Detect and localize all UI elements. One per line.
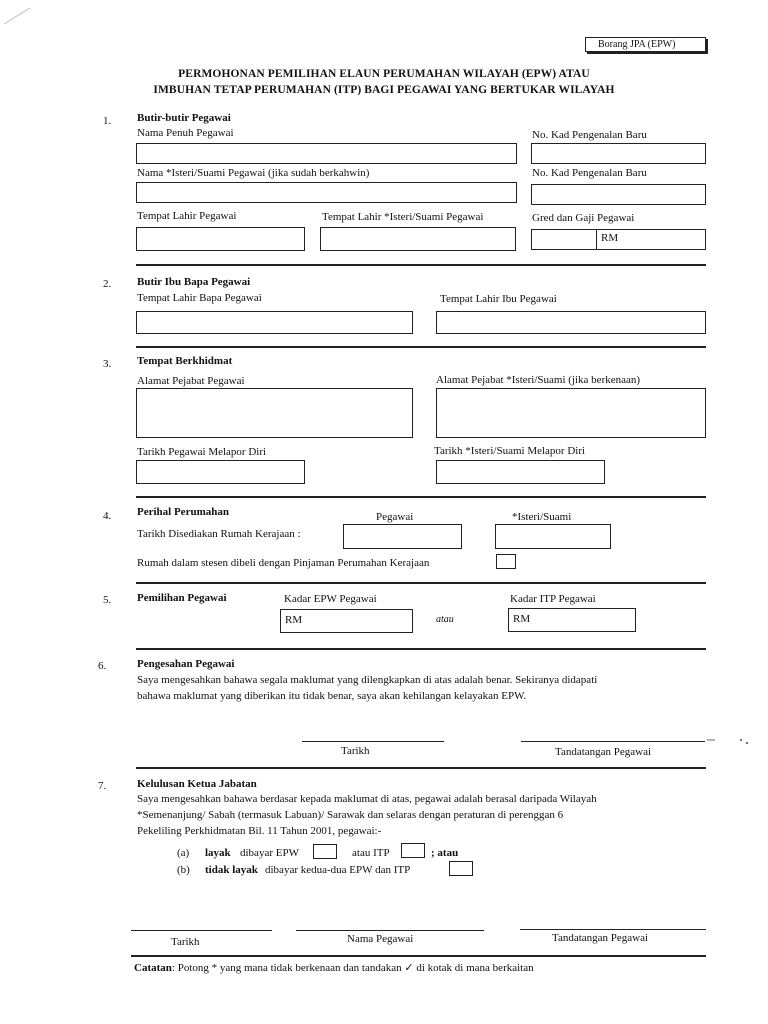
divider-4 [136, 582, 706, 584]
option-b-text: dibayar kedua-dua EPW dan ITP [265, 864, 411, 876]
label-gred-gaji: Gred dan Gaji Pegawai [532, 212, 635, 224]
kadar-itp-rm: RM [513, 613, 531, 625]
kp-baru-2-field[interactable] [531, 184, 706, 205]
form-title-line2: IMBUHAN TETAP PERUMAHAN (ITP) BAGI PEGAWAI YANG BERTUKAR WILAYAH [153, 84, 615, 96]
label-tandatangan-6: Tandatangan Pegawai [555, 746, 652, 758]
section-7-number: 7. [98, 780, 107, 792]
tarikh-pasangan-lapor-field[interactable] [436, 460, 605, 484]
label-kp-baru-2: No. Kad Pengenalan Baru [532, 167, 647, 179]
kadar-itp-field[interactable] [508, 608, 636, 632]
tarikh-7-line[interactable] [131, 930, 272, 931]
gred-field[interactable] [531, 229, 597, 250]
option-a-end: ; atau [431, 847, 459, 859]
catatan-text: : Potong * yang mana tidak berkenaan dan tandakan ✓ di kotak di mana berkaitan [171, 962, 534, 974]
tarikh-rumah-pasangan-field[interactable] [495, 524, 611, 549]
label-alamat-pasangan: Alamat Pejabat *Isteri/Suami (jika berkenaan) [436, 374, 641, 386]
section-3-heading: Tempat Berkhidmat [137, 355, 233, 367]
label-rumah-dibeli: Rumah dalam stesen dibeli dengan Pinjaman Perumahan Kerajaan [137, 557, 430, 569]
corner-mark [0, 0, 40, 30]
section-1-number: 1. [103, 115, 112, 127]
atau-label: atau [436, 614, 454, 625]
tarikh-pegawai-lapor-field[interactable] [136, 460, 305, 484]
label-tempat-lahir-ibu: Tempat Lahir Ibu Pegawai [440, 293, 557, 305]
itp-checkbox[interactable] [401, 843, 425, 858]
divider-5 [136, 648, 706, 650]
gaji-field[interactable] [596, 229, 706, 250]
section-4-heading: Perihal Perumahan [137, 506, 229, 518]
catatan-label: Catatan [134, 962, 172, 974]
col-pasangan: *Isteri/Suami [512, 511, 572, 523]
kelulusan-line-3: Pekeliling Perkhidmatan Bil. 11 Tahun 2001, pegawai:- [137, 825, 382, 837]
section-7-heading: Kelulusan Ketua Jabatan [137, 778, 257, 790]
section-2-number: 2. [103, 278, 112, 290]
section-2-heading: Butir Ibu Bapa Pegawai [137, 276, 251, 288]
label-kp-baru-1: No. Kad Pengenalan Baru [532, 129, 647, 141]
tempat-lahir-field[interactable] [136, 227, 305, 251]
option-b-bold: tidak layak [205, 864, 258, 876]
section-3-number: 3. [103, 358, 112, 370]
option-a-label: (a) [177, 847, 190, 859]
label-kadar-itp: Kadar ITP Pegawai [510, 593, 596, 605]
pengesahan-line-1: Saya mengesahkan bahawa segala maklumat yang dilengkapkan di atas adalah benar. Sekiranya didapati [137, 674, 598, 686]
label-tempat-lahir-pasangan: Tempat Lahir *Isteri/Suami Pegawai [322, 211, 484, 223]
section-1-heading: Butir-butir Pegawai [137, 112, 231, 124]
option-a-text: dibayar EPW [240, 847, 299, 859]
label-alamat-pegawai: Alamat Pejabat Pegawai [137, 375, 245, 387]
scan-speckle [705, 734, 755, 748]
label-kadar-epw: Kadar EPW Pegawai [284, 593, 377, 605]
label-tempat-lahir: Tempat Lahir Pegawai [137, 210, 237, 222]
rumah-dibeli-checkbox[interactable] [496, 554, 516, 569]
tempat-lahir-bapa-field[interactable] [136, 311, 413, 334]
pengesahan-line-2: bahawa maklumat yang diberikan itu tidak benar, saya akan kehilangan kelayakan EPW. [137, 690, 527, 702]
col-pegawai: Pegawai [376, 511, 414, 523]
label-nama-7: Nama Pegawai [347, 933, 414, 945]
form-code-box [585, 37, 706, 52]
label-tempat-lahir-bapa: Tempat Lahir Bapa Pegawai [137, 292, 262, 304]
tarikh-rumah-pegawai-field[interactable] [343, 524, 462, 549]
epw-checkbox[interactable] [313, 844, 337, 859]
nama-pasangan-field[interactable] [136, 182, 517, 203]
kp-baru-1-field[interactable] [531, 143, 706, 164]
alamat-pegawai-field[interactable] [136, 388, 413, 438]
label-tarikh-6: Tarikh [341, 745, 370, 757]
label-tarikh-rumah: Tarikh Disediakan Rumah Kerajaan : [137, 528, 301, 540]
label-nama-pasangan: Nama *Isteri/Suami Pegawai (jika sudah berkahwin) [137, 167, 370, 179]
option-b-label: (b) [177, 864, 190, 876]
form-title-line1: PERMOHONAN PEMILIHAN ELAUN PERUMAHAN WILAYAH (EPW) ATAU [178, 68, 590, 80]
label-tarikh-pasangan-lapor: Tarikh *Isteri/Suami Melapor Diri [434, 445, 586, 457]
gaji-rm-prefix: RM [601, 232, 619, 244]
option-a-bold: layak [205, 847, 231, 859]
label-nama-penuh: Nama Penuh Pegawai [137, 127, 234, 139]
tidak-layak-checkbox[interactable] [449, 861, 473, 876]
kelulusan-line-1: Saya mengesahkan bahawa berdasar kepada maklumat di atas, pegawai adalah berasal daripada Wilayah [137, 793, 597, 805]
label-tarikh-pegawai-lapor: Tarikh Pegawai Melapor Diri [137, 446, 267, 458]
alamat-pasangan-field[interactable] [436, 388, 706, 438]
option-a-atau-itp: atau ITP [352, 847, 390, 859]
kelulusan-line-2: *Semenanjung/ Sabah (termasuk Labuan)/ Sarawak dan selaras dengan peraturan di perenggan 6 [137, 809, 564, 821]
section-4-number: 4. [103, 510, 112, 522]
divider-1 [136, 264, 706, 266]
form-code: Borang JPA (EPW) [598, 39, 676, 50]
divider-3 [136, 496, 706, 498]
section-6-heading: Pengesahan Pegawai [137, 658, 235, 670]
tandatangan-6-line[interactable] [521, 741, 705, 742]
section-5-number: 5. [103, 594, 112, 606]
nama-penuh-field[interactable] [136, 143, 517, 164]
catatan-row [134, 962, 534, 975]
divider-6 [136, 767, 706, 769]
tandatangan-7-line[interactable] [520, 929, 706, 930]
section-6-number: 6. [98, 660, 107, 672]
nama-7-line[interactable] [296, 930, 484, 931]
label-tarikh-7: Tarikh [171, 936, 200, 948]
section-5-heading: Pemilihan Pegawai [137, 592, 227, 604]
divider-2 [136, 346, 706, 348]
tarikh-6-line[interactable] [302, 741, 444, 742]
divider-7 [131, 955, 706, 957]
tempat-lahir-ibu-field[interactable] [436, 311, 706, 334]
kadar-epw-rm: RM [285, 614, 303, 626]
kadar-epw-field[interactable] [280, 609, 413, 633]
label-tandatangan-7: Tandatangan Pegawai [552, 932, 649, 944]
tempat-lahir-pasangan-field[interactable] [320, 227, 516, 251]
